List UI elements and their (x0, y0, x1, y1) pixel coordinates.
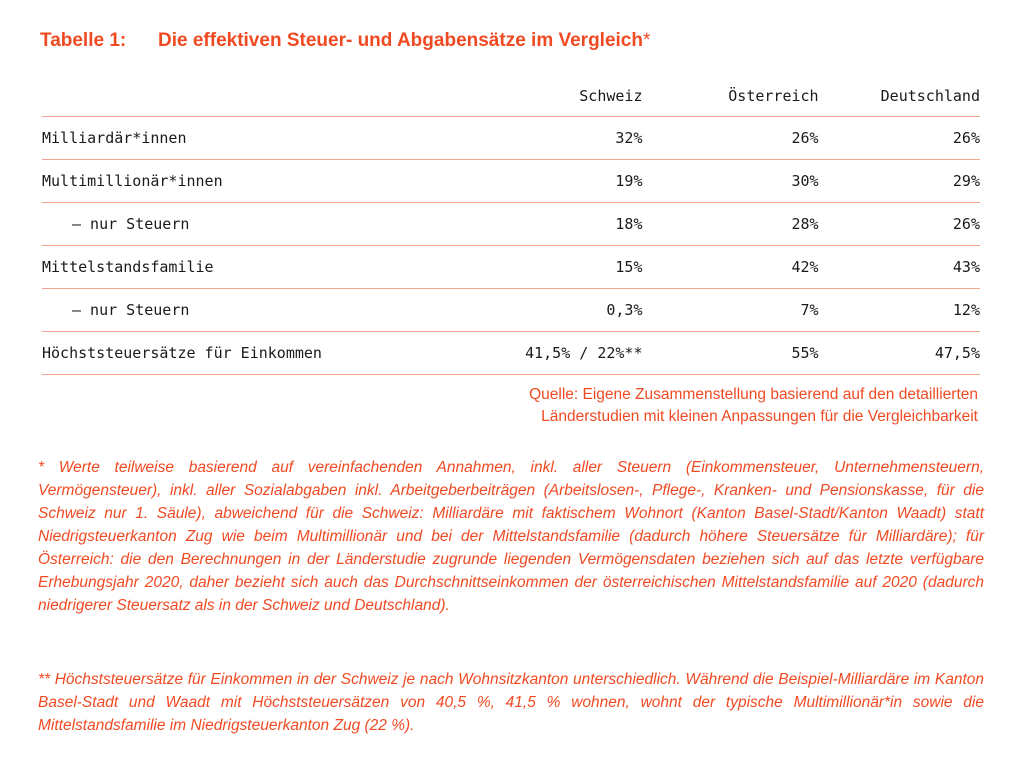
cell-schweiz: 19% (615, 172, 643, 190)
row-label: — nur Steuern (72, 215, 190, 233)
cell-oesterreich: 7% (800, 301, 819, 319)
table-title (40, 30, 650, 52)
cell-oesterreich: 30% (791, 172, 819, 190)
cell-oesterreich: 26% (791, 129, 819, 147)
source-line-1: Quelle: Eigene Zusammenstellung basierend auf den detaillierten (529, 386, 978, 403)
cell-deutschland: 29% (952, 172, 980, 190)
table-row (42, 332, 980, 375)
cell-schweiz: 32% (615, 129, 643, 147)
source-note (418, 384, 978, 428)
footnote-single-asterisk: * Werte teilweise basierend auf vereinfachenden Annahmen, inkl. aller Steuern (Einkommensteuer, Unternehmensteuern, Vermögensteuer), inkl. aller Sozialabgaben inkl. Arbeitgeberbeiträgen (Arbeitslosen-, Pflege-, Kranken- und Pensionskasse, für die Schweiz nur 1. Säule), abweichend für die Schweiz: Milliardäre mit faktischem Wohnort (Kanton Basel-Stadt/Kanton Waadt) statt Niedrigsteuerkanton Zug wie beim Multimillionär und bei der Mittelstandsfamilie (dadurch höhere Steuersätze für Milliardäre); für Österreich: die den Berechnungen in der Länderstudie zugrunde liegenden Vermögensdaten beziehen sich auf das letzte verfügbare Erhebungsjahr 2020, daher bezieht sich auch das Durchschnittseinkommen der österreichischen Mittelstandsfamilie auf 2020 (dadurch niedrigerer Steuersatz als in der Schweiz und Deutschland). (38, 459, 984, 614)
cell-deutschland: 26% (952, 215, 980, 233)
row-label: Multimillionär*innen (42, 172, 223, 190)
tax-comparison-table (42, 76, 980, 375)
cell-schweiz: 0,3% (606, 301, 643, 319)
cell-schweiz: 41,5% / 22%** (525, 344, 643, 362)
table-number: Tabelle 1: (40, 30, 127, 51)
cell-oesterreich: 55% (791, 344, 819, 362)
cell-oesterreich: 28% (791, 215, 819, 233)
cell-oesterreich: 42% (791, 258, 819, 276)
row-label: Milliardär*innen (42, 129, 187, 147)
row-label: Höchststeuersätze für Einkommen (42, 344, 322, 362)
row-label: — nur Steuern (72, 301, 190, 319)
table-row (42, 203, 980, 246)
cell-schweiz: 15% (615, 258, 643, 276)
header-deutschland: Deutschland (880, 87, 980, 105)
table-row (42, 289, 980, 332)
table-title-text: Die effektiven Steuer- und Abgabensätze im Vergleich (158, 30, 643, 51)
table-row (42, 160, 980, 203)
cell-schweiz: 18% (615, 215, 643, 233)
table-row (42, 117, 980, 160)
cell-deutschland: 43% (952, 258, 980, 276)
header-label (42, 76, 459, 117)
header-oesterreich: Österreich (728, 87, 819, 105)
footnote-double-asterisk: ** Höchststeuersätze für Einkommen in der Schweiz je nach Wohnsitzkanton unterschiedlich. Während die Beispiel-Milliardäre im Kanton Basel-Stadt und Waadt mit Höchststeuersätzen von 40,5 %, 41,5 % wohnen, wohnt der typische Multimillionär*in sowie die Mittelstandsfamilie im Niedrigsteuerkanton Zug (22 %). (38, 671, 984, 734)
header-schweiz: Schweiz (579, 87, 643, 105)
cell-deutschland: 26% (952, 129, 980, 147)
source-line-2: Länderstudien mit kleinen Anpassungen für die Vergleichbarkeit (541, 408, 978, 425)
title-asterisk: * (642, 30, 651, 51)
table-row (42, 246, 980, 289)
table-header-row (42, 76, 980, 117)
cell-deutschland: 47,5% (934, 344, 980, 362)
row-label: Mittelstandsfamilie (42, 258, 214, 276)
cell-deutschland: 12% (952, 301, 980, 319)
